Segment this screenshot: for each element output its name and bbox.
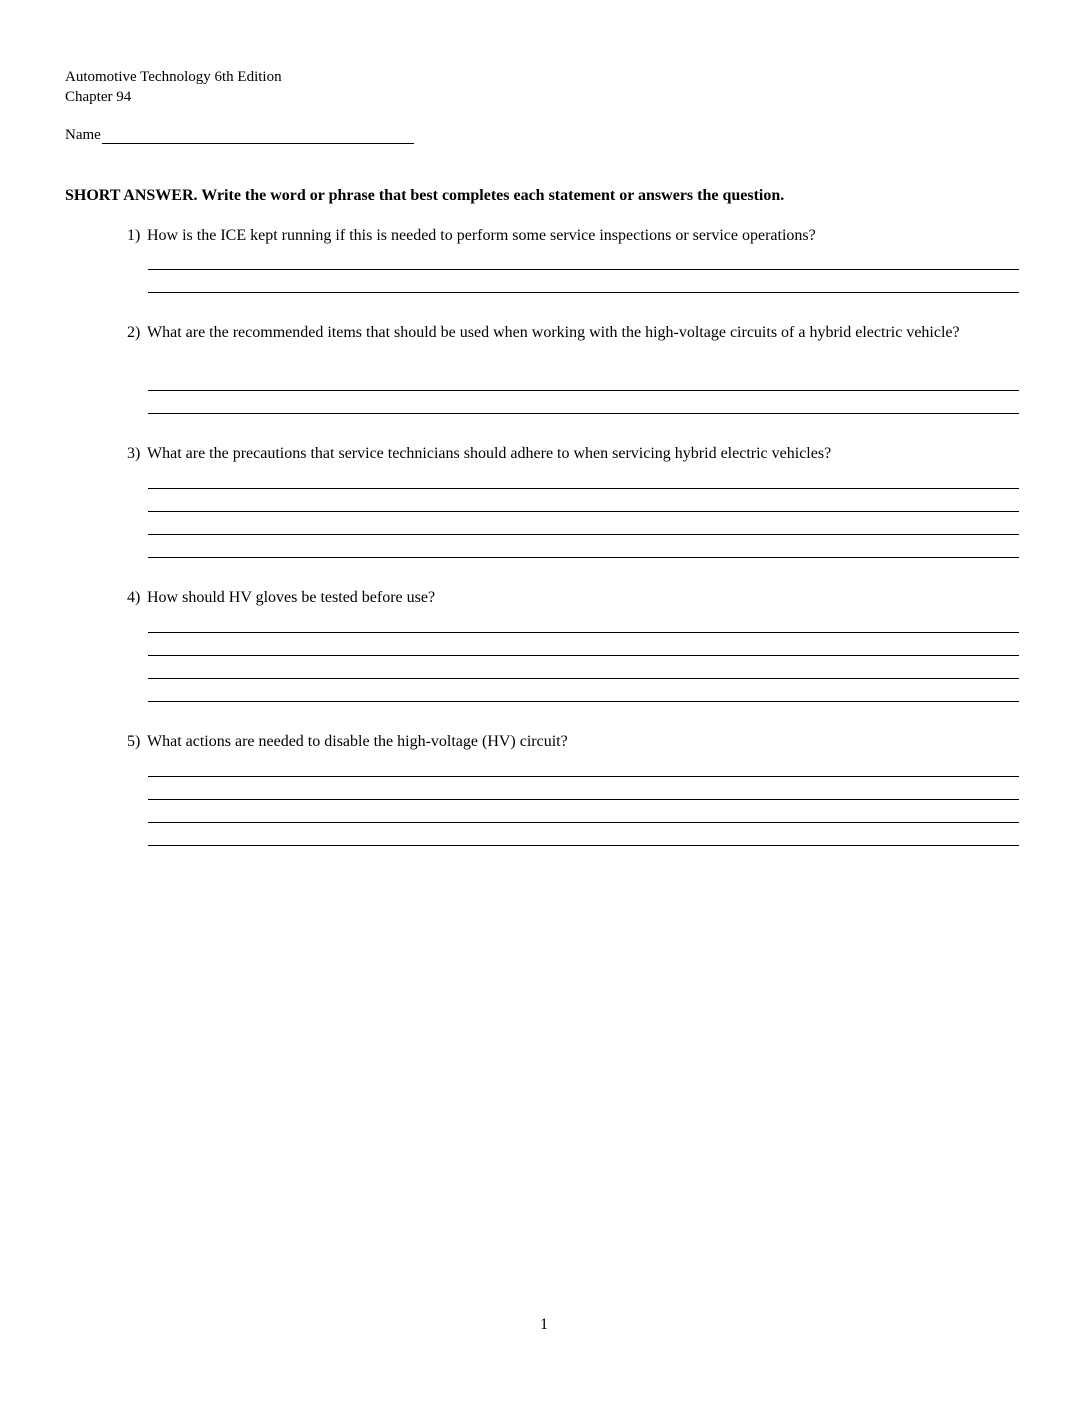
question-number: 3) <box>127 445 141 462</box>
page-number: 1 <box>540 1316 548 1333</box>
answer-line[interactable] <box>148 292 1019 293</box>
question-3 <box>127 442 1019 465</box>
chapter-label: Chapter 94 <box>65 89 132 105</box>
answer-line[interactable] <box>148 390 1019 391</box>
question-number: 4) <box>127 589 141 606</box>
answer-line[interactable] <box>148 632 1019 633</box>
question-4 <box>127 586 1019 609</box>
question-2 <box>127 321 1019 344</box>
instructions: SHORT ANSWER. Write the word or phrase that best completes each statement or answers the question. <box>65 187 785 204</box>
answer-line[interactable] <box>148 413 1019 414</box>
answer-line[interactable] <box>148 511 1019 512</box>
answer-line[interactable] <box>148 557 1019 558</box>
answer-line[interactable] <box>148 799 1019 800</box>
question-text: What are the recommended items that should be used when working with the high-voltage circuits of a hybrid electric vehicle? <box>147 324 960 341</box>
question-number: 2) <box>127 324 141 341</box>
answer-line[interactable] <box>148 845 1019 846</box>
answer-line[interactable] <box>148 534 1019 535</box>
question-number: 1) <box>127 227 141 244</box>
answer-line[interactable] <box>148 776 1019 777</box>
question-text: How is the ICE kept running if this is needed to perform some service inspections or service operations? <box>147 227 816 244</box>
answer-line[interactable] <box>148 701 1019 702</box>
question-1 <box>127 224 1019 247</box>
question-text: What are the precautions that service technicians should adhere to when servicing hybrid electric vehicles? <box>147 445 832 462</box>
question-text: How should HV gloves be tested before use? <box>147 589 436 606</box>
answer-line[interactable] <box>148 269 1019 270</box>
name-label: Name <box>65 127 101 143</box>
question-number: 5) <box>127 733 141 750</box>
name-blank-line[interactable] <box>102 126 414 144</box>
question-5 <box>127 730 1019 753</box>
name-field-row <box>65 126 414 144</box>
answer-line[interactable] <box>148 488 1019 489</box>
answer-line[interactable] <box>148 678 1019 679</box>
book-title: Automotive Technology 6th Edition <box>65 69 282 85</box>
answer-line[interactable] <box>148 822 1019 823</box>
answer-line[interactable] <box>148 655 1019 656</box>
question-text: What actions are needed to disable the high-voltage (HV) circuit? <box>147 733 568 750</box>
